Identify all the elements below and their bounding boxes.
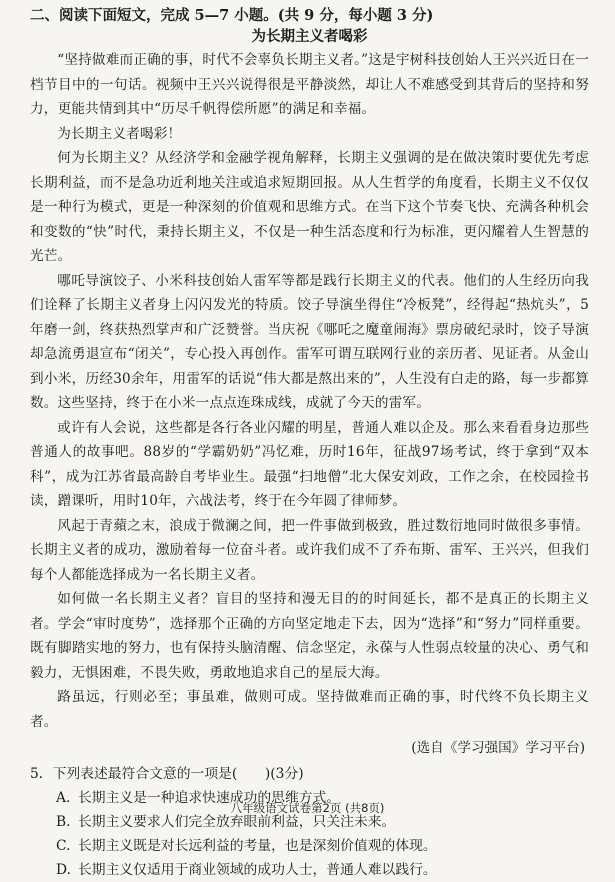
option-letter: B. [56, 814, 71, 830]
article-body [30, 48, 589, 734]
option-letter: C. [56, 838, 71, 854]
option-text: 长期主义既是对长远利益的考量，也是深刻价值观的体现。 [78, 838, 437, 854]
option-text: 长期主义要求人们完全放弃眼前利益，只关注未来。 [78, 814, 396, 830]
page-footer: 八年级语文试卷第2页 (共8页) [230, 801, 385, 815]
paragraph-1: “坚持做难而正确的事，时代不会辜负长期主义者。”这是宇树科技创始人王兴兴近日在一档节目中的一句话。视频中王兴兴说得很是平静淡然，却让人不难感受到其背后的坚持和努力，更能共情到其中“历尽千帆得偿所愿”的满足和幸福。 [30, 52, 589, 117]
section-heading: 二、阅读下面短文，完成 5—7 小题。(共 9 分，每小题 3 分) [30, 7, 434, 24]
paragraph-5: 或许有人会说，这些都是各行各业闪耀的明星，普通人难以企及。那么来看看身边那些普通人的故事吧。88岁的“学霸奶奶”冯忆难，历时16年，征战97场考试，终于拿到“双本科”，成为江苏省最高龄自考毕业生。最强“扫地僧”北大保安刘政，工作之余，在校园捡书读，蹭课听，用时10年，六战法考，终于在今年圆了律师梦。 [30, 419, 589, 509]
option-letter: A. [56, 790, 71, 806]
option-d[interactable] [56, 858, 589, 882]
paragraph-3: 何为长期主义？从经济学和金融学视角解释，长期主义强调的是在做决策时要优先考虑长期利益，而不是急功近利地关注或追求短期回报。从人生哲学的角度看，长期主义不仅仅是一种行为模式，更是一种深刻的价值观和思维方式。在当下这个节奏飞快、充满各种机会和变数的“快”时代，秉持长期主义，不仅是一种生活态度和行为标准，更闪耀着人生智慧的光芒。 [30, 150, 589, 264]
option-text: 长期主义是一种追求快速成功的思维方式。 [78, 790, 341, 806]
option-c[interactable] [56, 834, 589, 858]
paragraph-8: 路虽远，行则必至；事虽难，做则可成。坚持做难而正确的事，时代终不负长期主义者。 [30, 689, 589, 730]
article-title: 为长期主义者喝彩 [251, 28, 368, 45]
paragraph-7: 如何做一名长期主义者？盲目的坚持和漫无目的的时间延长，都不是真正的长期主义者。学会“审时度势”，选择那个正确的方向坚定地走下去，因为“选择”和“努力”同样重要。既有脚踏实地的努力，也有保持头脑清醒、信念坚定，永葆与人性弱点较量的决心、勇气和毅力，无惧困难，不畏失败，勇敢地追求自己的星辰大海。 [30, 591, 589, 681]
option-text: 长期主义仅适用于商业领域的成功人士，普通人难以践行。 [78, 862, 437, 878]
paragraph-4: 哪吒导演饺子、小米科技创始人雷军等都是践行长期主义的代表。他们的人生经历向我们诠释了长期主义者身上闪闪发光的特质。饺子导演坐得住“冷板凳”，经得起“热炕头”，5年磨一剑，终获热烈掌声和广泛赞誉。当庆祝《哪吒之魔童闹海》票房破纪录时，饺子导演却急流勇退宣布“闭关”，专心投入再创作。雷军可谓互联网行业的亲历者、见证者。从金山到小米，历经30余年，用雷军的话说“伟大都是熬出来的”，人生没有白走的路，每一步都算数。这些坚持，终于在小米一点点连珠成线，成就了今天的雷军。 [30, 272, 589, 411]
paragraph-2: 为长期主义者喝彩！ [57, 125, 182, 142]
paragraph-6: 风起于青蘋之末，浪成于微澜之间，把一件事做到极致，胜过数衍地同时做很多事情。长期主义者的成功，激励着每一位奋斗者。或许我们成不了乔布斯、雷军、王兴兴，但我们每个人都能选择成为一名长期主义者。 [30, 517, 589, 583]
article-source: (选自《学习强国》学习平台) [411, 740, 585, 756]
option-letter: D. [56, 862, 71, 878]
question-5-stem: 5．下列表述最符合文意的一项是( )(3分) [30, 766, 304, 782]
